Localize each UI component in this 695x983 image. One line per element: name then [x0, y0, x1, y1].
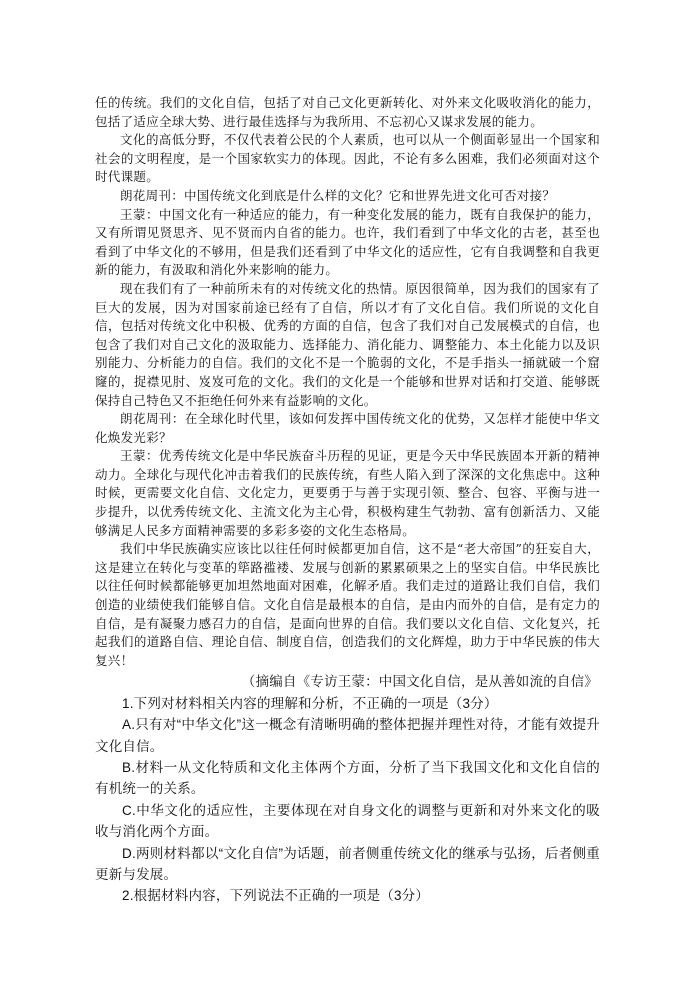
article-paragraph: 现在我们有了一种前所未有的对传统文化的热情。原因很简单，因为我们的国家有了巨大的发展，因为对国家前途已经有了自信，所以才有了文化自信。我们所说的文化自信，包括对传统文化中积极、优秀的方面的自信，包含了我们对自己发展模式的自信，也包含了我们对自己文化的汲取能力、选择能力、消化能力、调整能力、本土化能力以及识别能力、分析能力的自信。我们的文化不是一个脆弱的文化，不是手指头一捅就破一个窟窿的，捉襟见肘、岌岌可危的文化。我们的文化是一个能够和世界对话和打交道、能够既保持自己特色又不拒绝任何外来有益影响的文化。 — [95, 280, 600, 408]
question-1-option-b: B.材料一从文化特质和文化主体两个方面，分析了当下我国文化和文化自信的有机统一的关系。 — [95, 760, 600, 797]
interview-question: 朗花周刊：中国传统文化到底是什么样的文化？它和世界先进文化可否对接？ — [120, 187, 556, 203]
question-2-stem: 2.根据材料内容，下列说法不正确的一项是（3分） — [122, 888, 430, 904]
article-paragraph: 任的传统。我们的文化自信，包括了对自己文化更新转化、对外来文化吸收消化的能力，包括了适应全球大势、进行最佳选择与为我所用、不忘初心又谋求发展的能力。 — [95, 95, 600, 129]
document-body — [95, 94, 600, 907]
article-paragraph: 我们中华民族确实应该比以往任何时候都更加自信，这不是“老大帝国”的狂妄自大，这是建立在转化与变革的筚路褴褛、发展与创新的累累硕果之上的坚实自信。中华民族比以往任何时候都能够更加坦然地面对困难，化解矛盾。我们走过的道路让我们自信，我们创造的业绩使我们能够自信。文化自信是最根本的自信，是由内而外的自信，是有定力的自信，是有凝聚力感召力的自信，是面向世界的自信。我们要以文化自信、文化复兴，托起我们的道路自信、理论自信、制度自信，创造我们的文化辉煌，助力于中华民族的伟大复兴！ — [95, 541, 600, 668]
interview-answer: 王蒙：中国文化有一种适应的能力，有一种变化发展的能力，既有自我保护的能力，又有所谓见贤思齐、见不贤而内自省的能力。也许，我们看到了中华文化的古老，甚至也看到了中华文化的不够用，但是我们还看到了中华文化的适应性，它有自我调整和自我更新的能力，有汲取和消化外来影响的能力。 — [95, 206, 600, 278]
interview-question: 朗花周刊：在全球化时代里，该如何发挥中国传统文化的优势，又怎样才能使中华文化焕发光彩？ — [95, 411, 600, 445]
source-citation: （摘编自《专访王蒙：中国文化自信，是从善如流的自信》 — [241, 674, 598, 690]
question-1-option-d: D.两则材料都以“文化自信”为话题，前者侧重传统文化的继承与弘扬，后者侧重更新与发展。 — [95, 845, 600, 883]
article-paragraph: 文化的高低分野，不仅代表着公民的个人素质，也可以从一个侧面彰显出一个国家和社会的文明程度，是一个国家软实力的体现。因此，不论有多么困难，我们必须面对这个时代课题。 — [95, 132, 600, 185]
questions-section — [95, 671, 600, 906]
question-1-stem: 1.下列对材料相关内容的理解和分析，不正确的一项是（3分） — [122, 695, 498, 711]
question-1-option-c: C.中华文化的适应性，主要体现在对自身文化的调整与更新和对外来文化的吸收与消化两个方面。 — [95, 802, 600, 840]
article-text — [95, 94, 600, 670]
question-1-option-a: A.只有对“中华文化”这一概念有清晰明确的整体把握并理性对待，才能有效提升文化自信。 — [95, 717, 600, 754]
interview-answer: 王蒙：优秀传统文化是中华民族奋斗历程的见证，更是今天中华民族固本开新的精神动力。全球化与现代化冲击着我们的民族传统，有些人陷入到了深深的文化焦虑中。这种时候，更需要文化自信、文化定力，更要勇于与善于实现引领、整合、包容、平衡与进一步提升，以优秀传统文化、主流文化为主心骨，积极构建生气勃勃、富有创新活力、又能够满足人民多方面精神需要的多彩多姿的文化生态格局。 — [95, 448, 600, 538]
